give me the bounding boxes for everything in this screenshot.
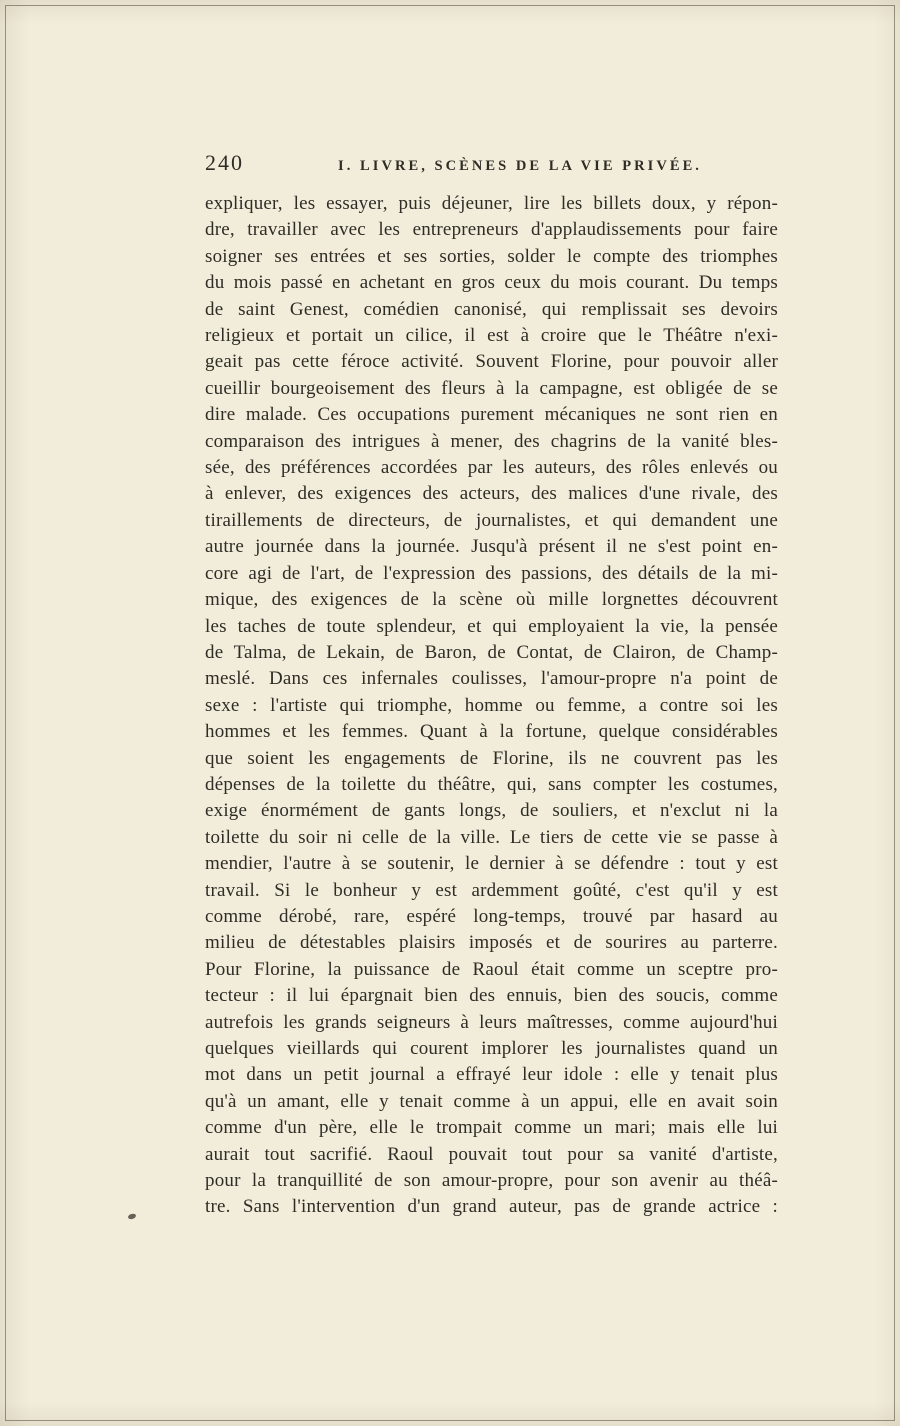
- text-line: comme d'un père, elle le trompait comme un mari; mais elle lui: [205, 1117, 778, 1139]
- text-line: pour la tranquillité de son amour-propre, pour son avenir au théâ-: [205, 1170, 778, 1192]
- text-line: qu'à un amant, elle y tenait comme à un appui, elle en avait soin: [205, 1090, 778, 1112]
- text-line: quelques vieillards qui courent implorer les journalistes quand un: [205, 1038, 778, 1059]
- text-line: exige énormément de gants longs, de souliers, et n'exclut ni la: [205, 800, 778, 822]
- text-line: sexe : l'artiste qui triomphe, homme ou femme, a contre soi les: [205, 694, 778, 716]
- text-line: autrefois les grands seigneurs à leurs maîtresses, comme aujourd'hui: [205, 1011, 778, 1033]
- text-line: geait pas cette féroce activité. Souvent Florine, pour pouvoir aller: [205, 351, 778, 373]
- page-number: 240: [205, 150, 244, 175]
- text-line: Pour Florine, la puissance de Raoul était comme un sceptre pro-: [205, 958, 778, 980]
- text-line: à enlever, des exigences des acteurs, des malices d'une rivale, des: [205, 483, 778, 505]
- text-line: dre, travailler avec les entrepreneurs d'applaudissements pour faire: [205, 219, 778, 241]
- text-line: religieux et portait un cilice, il est à croire que le Théâtre n'exi-: [205, 325, 778, 347]
- text-line: que soient les engagements de Florine, ils ne couvrent pas les: [205, 747, 778, 769]
- text-line: sée, des préférences accordées par les auteurs, des rôles enlevés ou: [205, 457, 778, 479]
- text-line: soigner ses entrées et ses sorties, solder le compte des triomphes: [205, 245, 778, 267]
- text-line: mendier, l'autre à se soutenir, le dernier à se défendre : tout y est: [205, 853, 778, 875]
- body-text: [205, 191, 778, 1221]
- text-line: expliquer, les essayer, puis déjeuner, lire les billets doux, y répon-: [205, 193, 778, 214]
- text-line: cueillir bourgeoisement des fleurs à la campagne, est obligée de se: [205, 377, 778, 399]
- text-line: tecteur : il lui épargnait bien des ennuis, bien des soucis, comme: [205, 985, 778, 1007]
- text-line: tiraillements de directeurs, de journalistes, et qui demandent une: [205, 509, 778, 531]
- text-line: les taches de toute splendeur, et qui employaient la vie, la pensée: [205, 615, 778, 637]
- text-line: core agi de l'art, de l'expression des passions, des détails de la mi-: [205, 562, 778, 584]
- text-line: comme dérobé, rare, espéré long-temps, trouvé par hasard au: [205, 905, 778, 927]
- text-line: du mois passé en achetant en gros ceux du mois courant. Du temps: [205, 272, 778, 294]
- page-header: [205, 150, 778, 176]
- text-line: mique, des exigences de la scène où mille lorgnettes découvrent: [205, 589, 778, 611]
- text-line: autre journée dans la journée. Jusqu'à présent il ne s'est point en-: [205, 536, 778, 558]
- text-line: dépenses de la toilette du théâtre, qui, sans compter les costumes,: [205, 773, 778, 795]
- text-line: milieu de détestables plaisirs imposés et de sourires au parterre.: [205, 932, 778, 954]
- text-line: dire malade. Ces occupations purement mécaniques ne sont rien en: [205, 404, 778, 426]
- running-title: I. LIVRE, SCÈNES DE LA VIE PRIVÉE.: [338, 158, 702, 174]
- text-line: toilette du soir ni celle de la ville. Le tiers de cette vie se passe à: [205, 826, 778, 848]
- text-line: de Talma, de Lekain, de Baron, de Contat, de Clairon, de Champ-: [205, 641, 778, 663]
- text-line: tre. Sans l'intervention d'un grand auteur, pas de grande actrice :: [205, 1196, 778, 1218]
- text-line: mot dans un petit journal a effrayé leur idole : elle y tenait plus: [205, 1064, 778, 1086]
- text-line: comparaison des intrigues à mener, des chagrins de la vanité bles-: [205, 430, 778, 452]
- text-line: meslé. Dans ces infernales coulisses, l'amour-propre n'a point de: [205, 668, 778, 690]
- text-line: travail. Si le bonheur y est ardemment goûté, c'est qu'il y est: [205, 879, 778, 901]
- text-line: hommes et les femmes. Quant à la fortune, quelque considérables: [205, 721, 778, 743]
- text-line: aurait tout sacrifié. Raoul pouvait tout pour sa vanité d'artiste,: [205, 1143, 778, 1165]
- text-line: de saint Genest, comédien canonisé, qui remplissait ses devoirs: [205, 298, 778, 320]
